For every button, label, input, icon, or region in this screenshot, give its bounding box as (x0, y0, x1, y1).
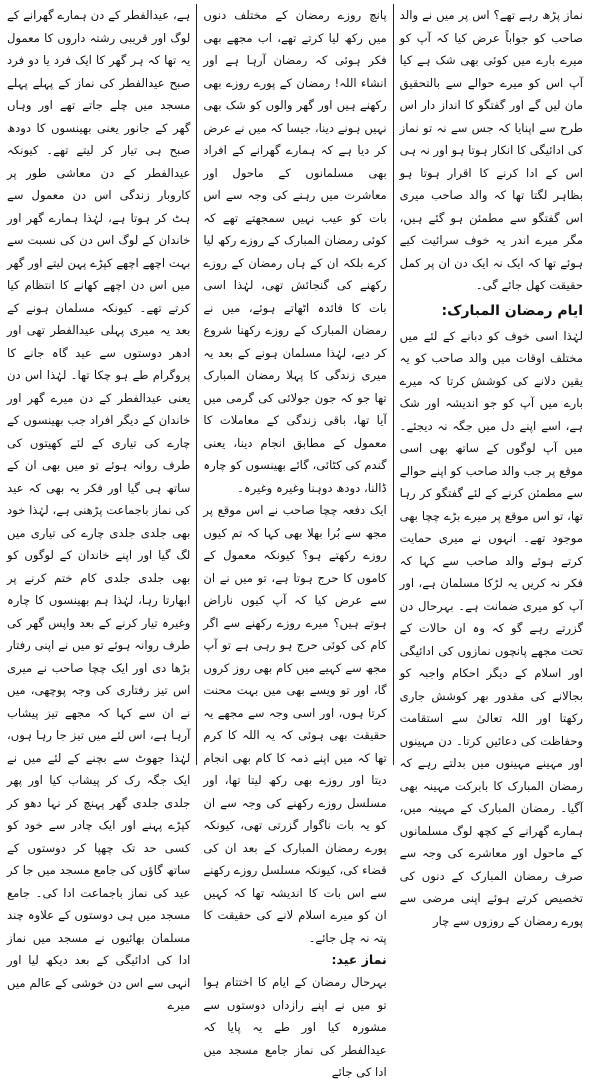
paragraph: لہٰذا اسی خوف کو دبانے کے لئے میں مختلف اوقات میں والد صاحب کو یہ یقین دلانے کی کوشش کرتا کہ میرے بارے میں آپ کو جو اندیشہ اور شک ہے، اسے اپنے دل میں جگہ نہ دیجئے۔ میں آپ لوگوں کے ساتھ بھی اسی موقع پر جب والد صاحب کو اپنے حوالے سے مطمئن کرنے کے لئے گفتگو کر رہا تھا، تو اس موقع پر میرے بڑے چچا بھی موجود تھے۔ انہوں نے میری حمایت کرتے ہوئے والد صاحب سے کہا کہ فکر نہ کریں یہ لڑکا مسلمان ہے، اور آپ کو میری ضمانت ہے۔ بہرحال دن گزرتے رہے گو کہ وہ ان حالات کے تحت مجھے پانچوں نمازوں کی ادائیگی اور اسلام کے دیگر احکام واجبہ کو بجالانے کی مقدور بھر کوشش جاری رکھتا اور اللہ تعالیٰ سے استقامت وحفاظت کی دعائیں کرتا۔ دن مہینوں اور مہینے مہینوں میں بدلتے رہے کہ رمضان المبارک کا بابرکت مہینہ بھی آگیا۔ رمضان المبارک کے مہینہ میں، ہمارے گھرانے کے کچھ لوگ مسلمانوں کے ماحول اور معاشرے کی وجہ سے صرف رمضان المبارک کے دنوں کی تخصیص کرتے ہوئے اپنی مرضی سے پورے رمضان کے روزوں سے چار (399, 328, 583, 928)
paragraph: پانچ روزے رمضان کے مختلف دنوں میں رکھ لیا کرتے تھے، اب مجھے بھی فکر ہوئی کہ رمضان آرہا ہے اور انشاء اللہ! رمضان کے پورے روزے بھی رکھنے ہیں اور گھر والوں کو شک بھی نہیں ہونے دینا، جیسا کہ میں نے عرض کر دیا ہے کہ ہمارے گھرانے کے افراد بھی مسلمانوں کے ماحول اور معاشرت میں رہنے کی وجہ سے اس بات کو عیب نہیں سمجھتے تھے کہ کوئی رمضان المبارک کے روزے رکھ لیا کرے بلکہ ان کے ہاں رمضان کے روزے رکھنے کی گنجائش تھی، لہٰذا اسی بات کا فائدہ اٹھاتے ہوئے، میں نے رمضان المبارک کے روزے رکھنا شروع کر دیے، لہٰذا مسلمان ہونے کے بعد یہ میری زندگی کا پہلا رمضان المبارک تھا جو کہ جون جولائی کی گرمی میں آیا تھا، باقی زندگی کے معاملات کا معمول کے مطابق انجام دینا، یعنی گندم کی کٹائی، گائے بھینسوں کو چارہ ڈالنا، دودھ دوہنا وغیرہ وغیرہ۔ (203, 8, 387, 495)
column-divider (196, 4, 197, 765)
paragraph: ایک دفعہ چچا صاحب نے اس موقع پر مجھ سے بُرا بھلا بھی کہا کہ تم کیوں روزے رکھتے ہو؟ کیونکہ معمول کے کاموں کا حرج ہوتا ہے، تو میں نے ان سے عرض کیا کہ آپ کیوں ناراض ہوتے ہیں؟ میرے روزے رکھنے سے اگر کام کی کوئی حرج ہو رہی ہے تو آپ مجھ سے کہیے میں کام بھی روز کروں گا، اور تو ویسے بھی میں بہت محنت کرتا ہوں، اور اسی وجہ سے مجھے یہ حقیقت بھی ہوئی کہ یہ اللہ کا کرم تھا کہ میں اپنے ذمہ کا کام بھی انجام دیتا اور روزے بھی رکھ لیتا تھا، اور مسلسل روزے رکھنے کی وجہ سے ان کو یہ بات ناگوار گزرتی تھی، کیونکہ پورے رمضان المبارک کے بعد ان کی قضاء کی، کیونکہ مسلسل روزے رکھنے سے اس بات کا اندیشہ تھا کہ کہیں ان کو میرے اسلام لانے کی حقیقت کا پتہ نہ چل جائے۔ (203, 503, 387, 945)
column-divider (393, 4, 394, 765)
column-middle (199, 4, 390, 1079)
paragraph: ہے، عیدالفطر کے دن ہمارے گھرانے کے لوگ اور قریبی رشتہ داروں کا معمول یہ تھا کہ ہر گھر کا ایک فرد یا دو فرد صبح عیدالفطر کی نماز کے پہلے پہلے مسجد میں چلے جاتے تھے اور وہاں گھر کے جانور یعنی بھینسوں کا دودھ صبح ہی تیار کر لیتے تھے۔ کیونکہ عیدالفطر کے دن معاشی طور پر کاروبار زندگی اس دن معمول سے ہٹ کر ہوتا ہے، لہٰذا ہمارے گھر اور خاندان کے لوگ اس دن کی نسبت سے بہت اچھے اچھے کپڑے پہن لیتے اور گھر میں اس دن اچھے کھانے کا انتظام کیا کرتے تھے۔ کیونکہ مسلمان ہونے کے بعد یہ میری پہلی عیدالفطر تھی اور ادھر دوستوں سے عید گاہ جانے کا پروگرام طے ہو چکا تھا۔ لہٰذا اس دن یعنی عیدالفطر کے دن میرے گھر اور خاندان کے دیگر افراد جب بھینسوں کے چارے کی تیاری کے لئے کھیتوں کی طرف روانہ ہوئے تو میں بھی ان کے ساتھ ہی گیا اور فکر یہ بھی کہ عید کی نماز باجماعت پڑھنی ہے، لہٰذا خود بھی جلدی جلدی چارے کی تیاری میں لگ گیا اور اپنے خاندان کے لوگوں کو بھی جلدی جلدی کام ختم کرنے پر ابھارتا رہا، لہٰذا ہم بھینسوں کا چارہ وغیرہ تیار کرنے کے بعد واپس گھر کی طرف روانہ ہوئے تو میں نے اپنی رفتار بڑھا دی اور ایک چچا صاحب نے میری اس تیز رفتاری کی وجہ پوچھی، میں نے ان سے کہا کہ مجھے تیز پیشاب آرہا ہے، اس لئے میں تیز جا رہا ہوں، لہٰذا جھوٹ سے بچنے کے لئے میں نے ایک جگہ رک کر پیشاب کیا اور پھر جلدی جلدی گھر پہنچ کر نہا دھو کر کپڑے پہنے اور ایک چادر سے خود کو کسی حد تک چھپا کر دوستوں کے ساتھ گاؤں کی جامع مسجد میں جا کر عید کی نماز باجماعت ادا کی۔ جامع مسجد میں ہی دوستوں کے علاوہ چند مسلمان بھائیوں نے مسجد میں نماز ادا کی ادائیگی کے بعد دیکھ لیا اور انہی سے اس دن خوشی کے عالم میں میرے (7, 8, 191, 1012)
paragraph: بہرحال رمضان کے ایام کا اختتام ہوا تو میں نے اپنے رازداں دوستوں سے مشورہ کیا اور طے یہ پایا کہ عیدالفطر کی نماز جامع مسجد میں ادا کی جائے (203, 975, 387, 1079)
column-right (396, 4, 587, 928)
column-left (3, 4, 194, 1012)
section-heading: ایام رمضان المبارک: (441, 302, 583, 319)
section-heading: نماز عید: (331, 952, 387, 967)
paragraph: نماز پڑھ رہے تھے؟ اس پر میں نے والد صاحب کو جواباً عرض کیا کہ آپ کو میرے بارے میں کوئی بھی شک ہے کیا آپ اس کو میرے حوالے سے بالتحقیق مان لیں گے اور گفتگو کا انداز دار اس طرح سے اپنایا کہ جس سے نہ تو نماز کی ادائیگی کا انکار ہوتا ہو اور نہ ہی اس کے ادا کرنے کا اقرار ہوتا ہو بظاہر لگتا تھا کہ والد صاحب میری اس گفتگو سے مطمئن ہو گئے ہیں، مگر میرے اندر یہ خوف سرائیت کیے ہوئے تھا کہ ایک نہ ایک دن ان پر کمل حقیقت کھل جائے گی۔ (399, 8, 583, 292)
